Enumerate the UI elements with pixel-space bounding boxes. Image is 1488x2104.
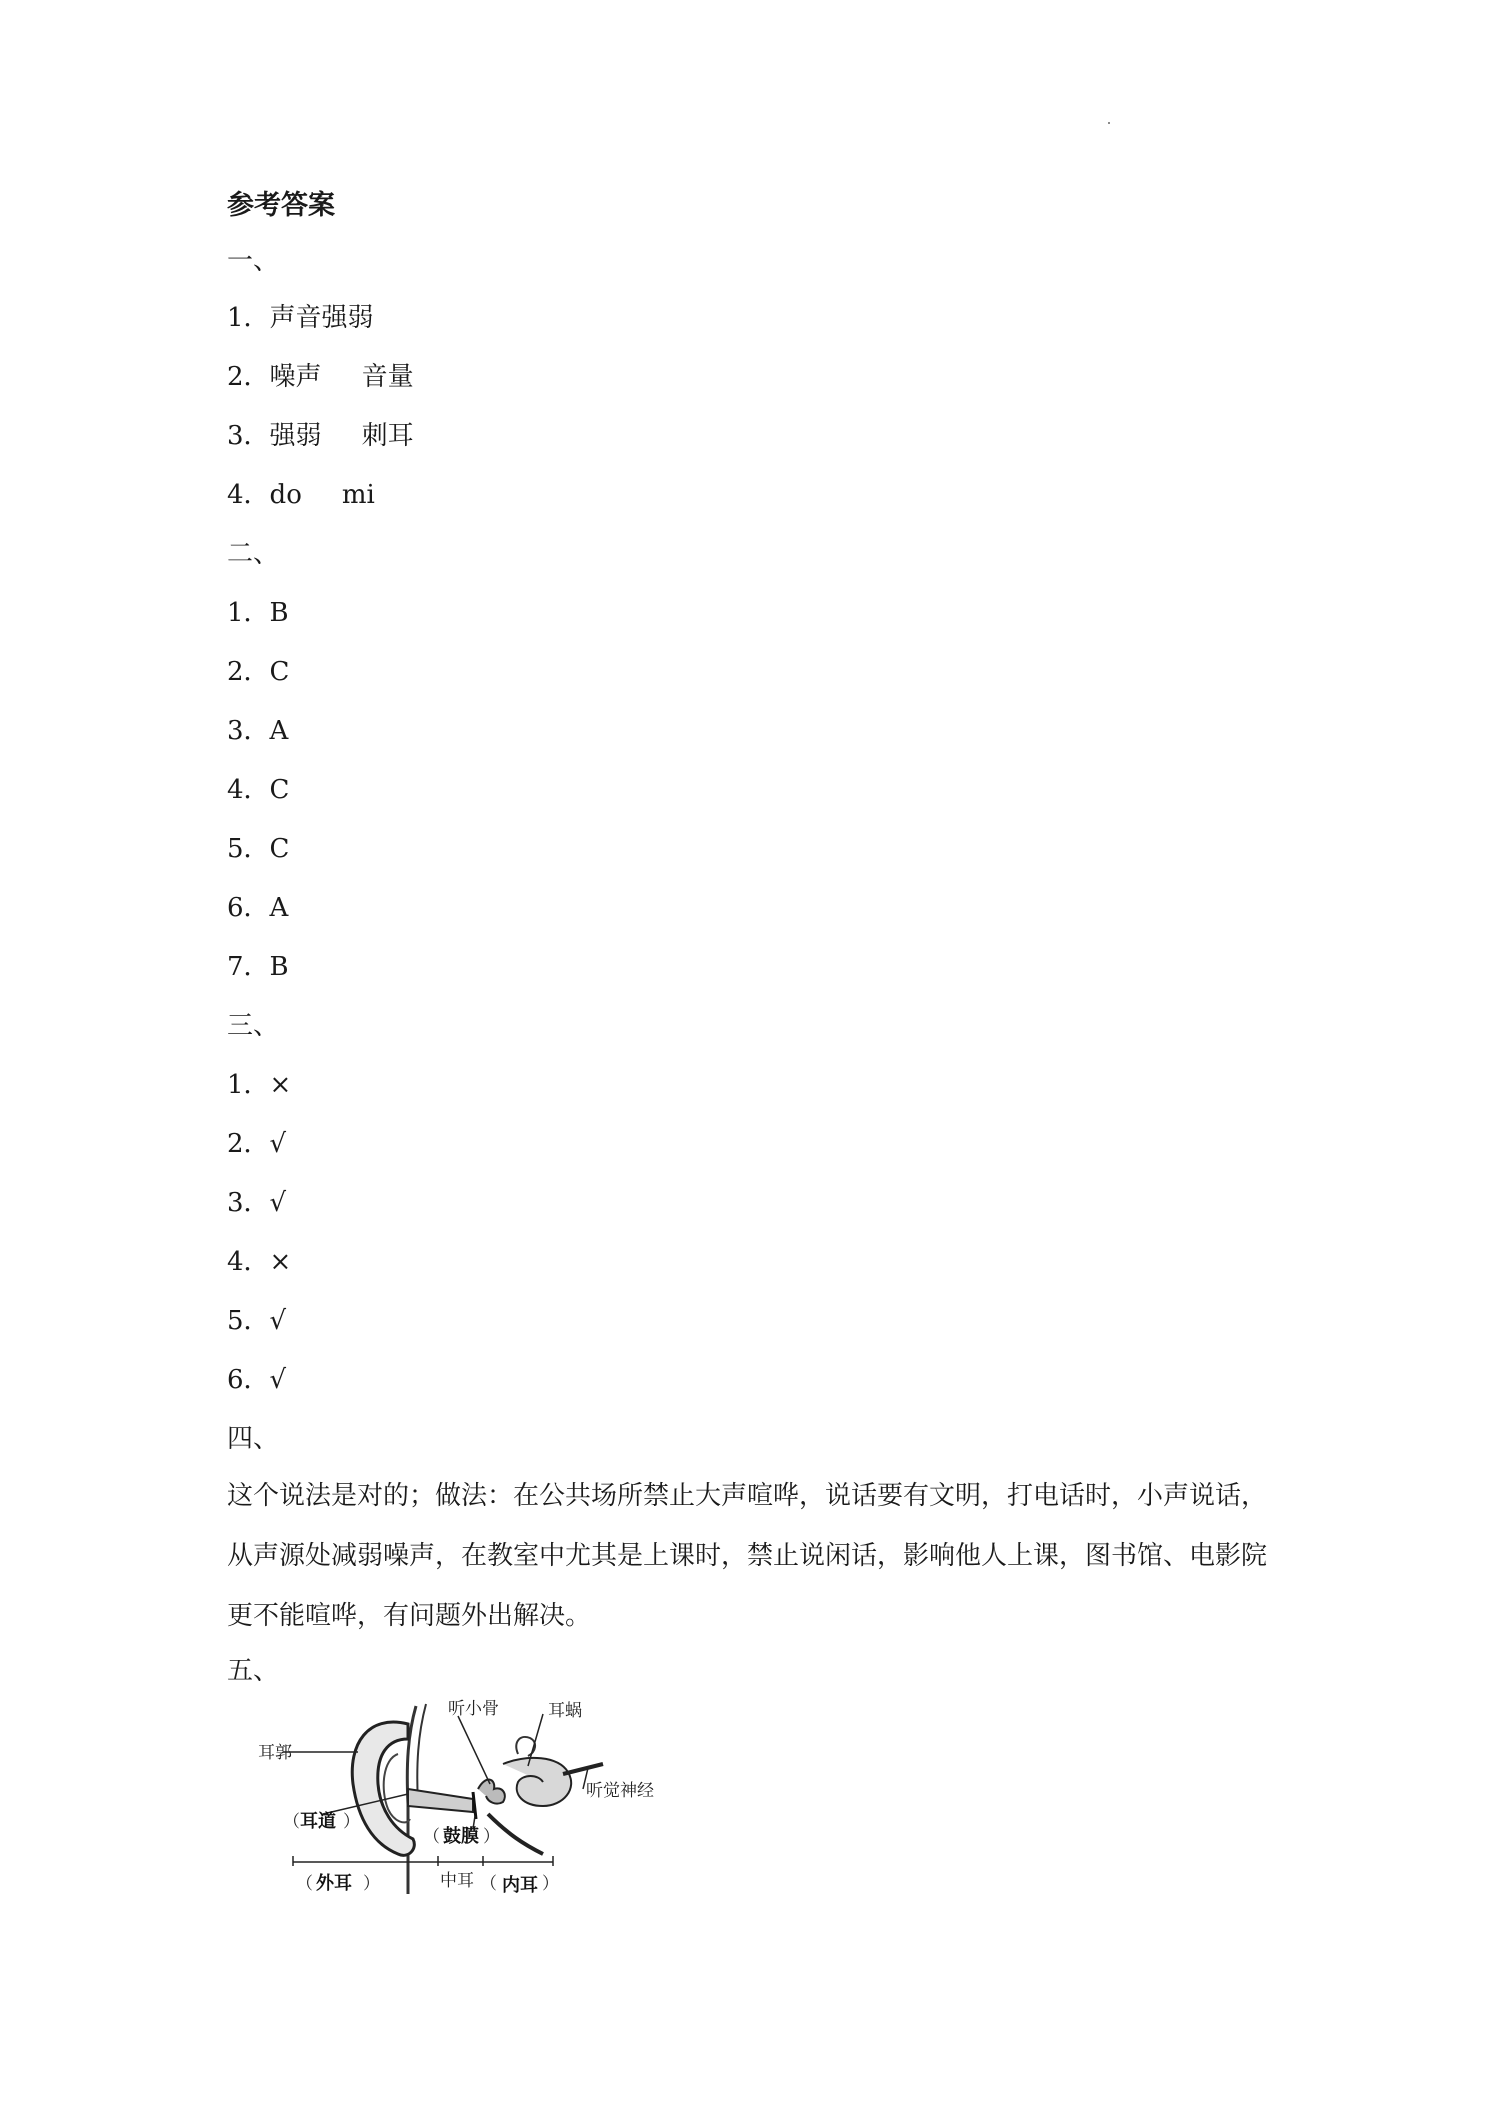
answer-inner: 内耳 [502, 1875, 538, 1896]
list-item: 2．噪声 音量 [227, 362, 414, 392]
paren: （ [480, 1874, 497, 1894]
answer-eardrum: 鼓膜 [443, 1826, 479, 1847]
label-middle: 中耳 [440, 1871, 474, 1891]
list-item: 4．do mi [227, 480, 375, 510]
label-cochlea: 耳蜗 [548, 1701, 582, 1721]
list-item: 3．强弱 刺耳 [227, 421, 414, 451]
list-item: 3．√ [227, 1188, 287, 1218]
list-item: 1．× [227, 1070, 292, 1100]
page-title: 参考答案 [227, 190, 335, 221]
list-item: 2．√ [227, 1129, 287, 1159]
eardrum-shape [473, 1792, 476, 1819]
skull-line [417, 1704, 426, 1804]
list-item: 1．声音强弱 [227, 303, 374, 333]
list-item: 1．B [227, 598, 289, 628]
list-item: 6．A [227, 893, 289, 923]
section3-heading: 三、 [227, 1011, 280, 1041]
paren: ） [483, 1827, 500, 1847]
list-item: 5．√ [227, 1306, 287, 1336]
list-item: 4．C [227, 775, 290, 805]
section2-heading: 二、 [227, 539, 280, 569]
nerve-shape [563, 1764, 603, 1774]
paren: ） [363, 1874, 380, 1894]
section1-heading: 一、 [227, 246, 280, 276]
answer-outer: 外耳 [316, 1873, 352, 1894]
paren: ） [542, 1874, 559, 1894]
list-item: 7．B [227, 952, 289, 982]
list-item: 2．C [227, 657, 290, 687]
answer-paragraph: 这个说法是对的；做法：在公共场所禁止大声喧哗，说话要有文明，打电话时，小声说话，从声源处减弱噪声，在教室中尤其是上课时，禁止说闲话，影响他人上课，图书馆、电影院更不能喧哗，有问题外出解决。 [227, 1481, 1268, 1631]
ear-diagram [258, 1694, 678, 1914]
paren: （ [296, 1874, 313, 1894]
section5-heading: 五、 [227, 1656, 280, 1686]
paren: （ [283, 1812, 300, 1832]
label-ossicles: 听小骨 [448, 1699, 499, 1719]
list-item: 4．× [227, 1247, 292, 1277]
list-item: 5．C [227, 834, 290, 864]
list-item: 6．√ [227, 1365, 287, 1395]
list-item: 3．A [227, 716, 289, 746]
cochlea-shape [503, 1758, 571, 1806]
page-mark [1108, 122, 1110, 124]
canal-shape [408, 1789, 473, 1812]
section4-heading: 四、 [227, 1424, 280, 1454]
paren: ） [343, 1812, 360, 1832]
label-nerve: 听觉神经 [586, 1781, 654, 1801]
answer-canal: 耳道 [300, 1811, 336, 1832]
ear-diagram-svg [258, 1694, 678, 1914]
label-auricle: 耳郭 [258, 1743, 292, 1763]
ossicles-shape [478, 1780, 505, 1804]
paren: （ [423, 1827, 440, 1847]
leader-line [458, 1716, 490, 1784]
